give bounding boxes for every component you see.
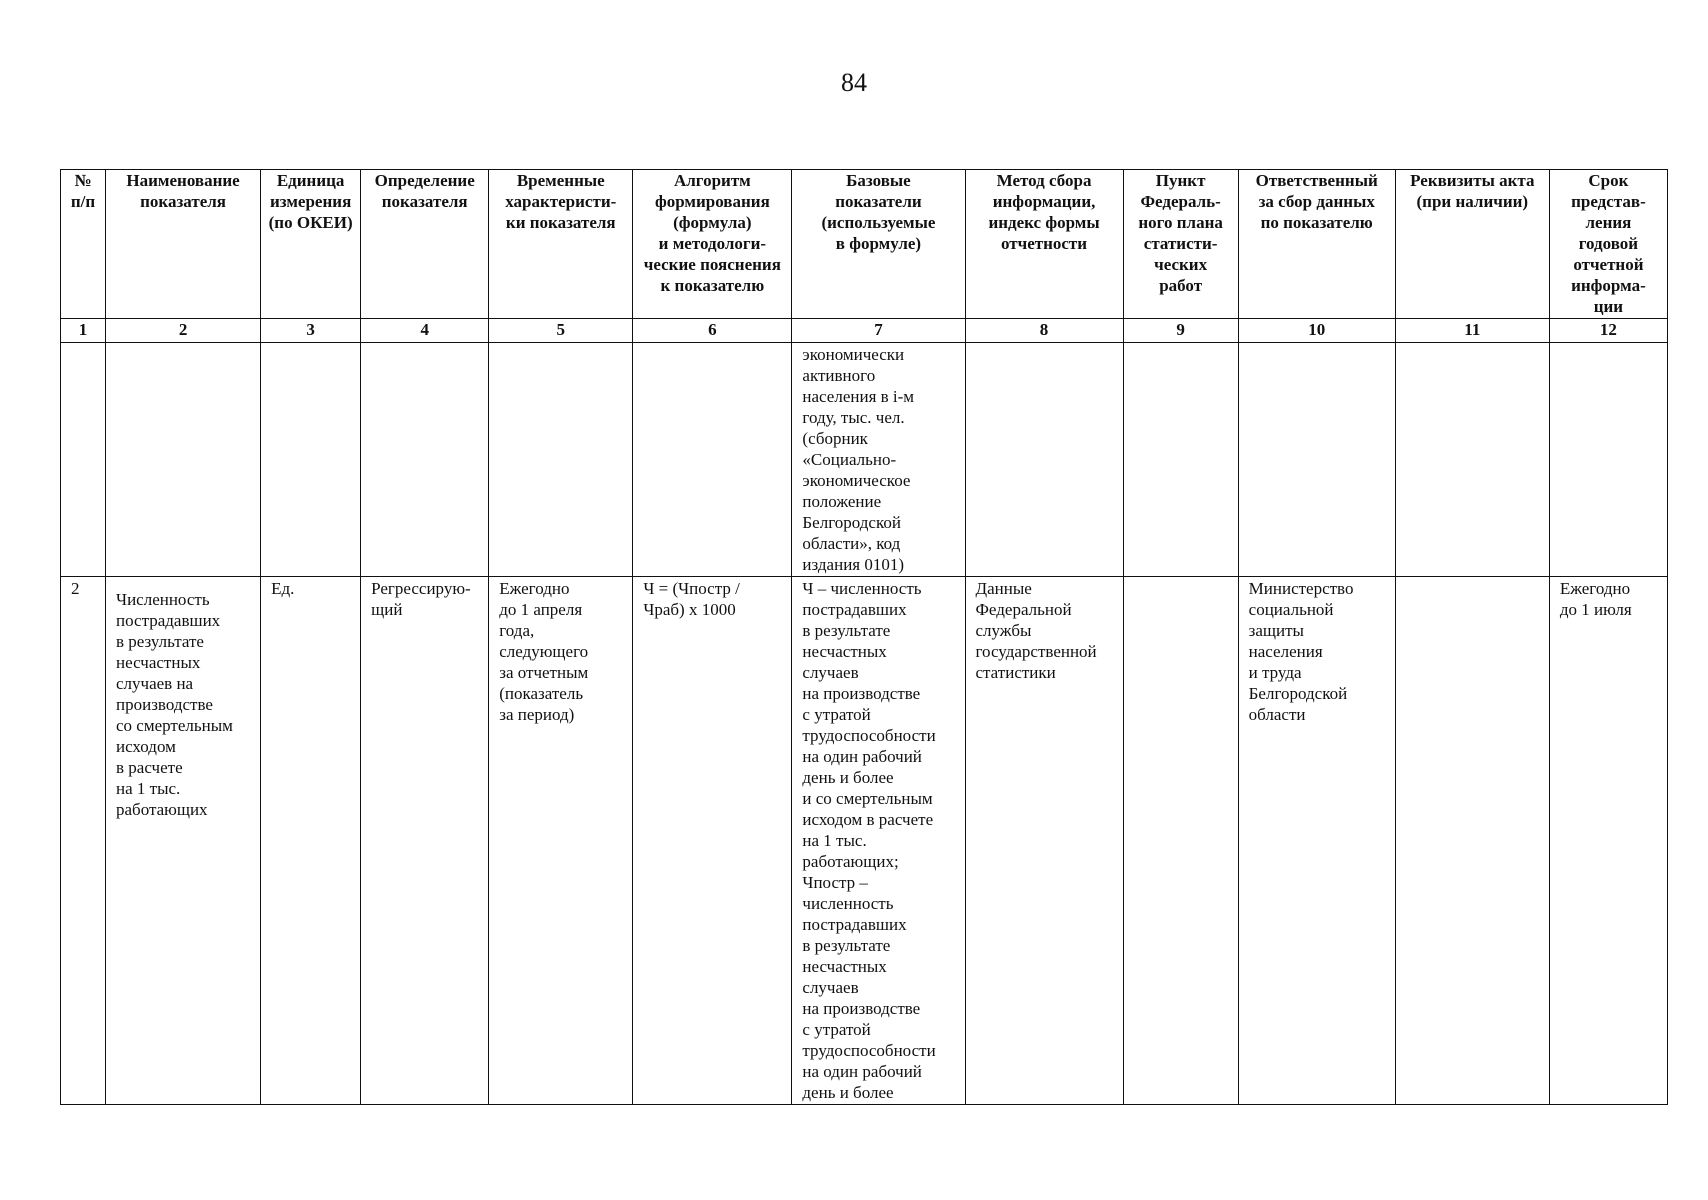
table-cell: [489, 343, 633, 577]
page-number: 84: [841, 68, 867, 97]
header-cell-unit: Единица измерения (по ОКЕИ): [261, 170, 361, 319]
table-cell: 2: [61, 577, 106, 1105]
column-number: 8: [965, 319, 1123, 343]
header-row: [61, 170, 1668, 319]
table-cell: [633, 343, 792, 577]
table-row: [61, 577, 1668, 1105]
table-cell: Данные Федеральной службы государственной статистики: [965, 577, 1123, 1105]
column-number-row: [61, 319, 1668, 343]
indicators-table: [60, 169, 1668, 1105]
table-cell: экономически активного населения в i-м году, тыс. чел. (сборник «Социально- экономическое положение Белгородской области», код издания 0101): [792, 343, 965, 577]
table-cell: [61, 343, 106, 577]
table-cell: Ежегодно до 1 апреля года, следующего за отчетным (показатель за период): [489, 577, 633, 1105]
column-number: 10: [1238, 319, 1395, 343]
header-cell-deadline: Срок представ- ления годовой отчетной информа- ции: [1549, 170, 1667, 319]
column-number: 5: [489, 319, 633, 343]
table-cell: [1123, 343, 1238, 577]
table-cell: [361, 343, 489, 577]
table-cell: [1123, 577, 1238, 1105]
column-number: 11: [1395, 319, 1549, 343]
table-cell: Численность пострадавших в результате несчастных случаев на производстве со смертельным исходом в расчете на 1 тыс. работающих: [106, 577, 261, 1105]
header-cell-plan: Пункт Федераль- ного плана статисти- ческих работ: [1123, 170, 1238, 319]
column-number: 4: [361, 319, 489, 343]
table-cell: Ежегодно до 1 июля: [1549, 577, 1667, 1105]
header-cell-responsible: Ответственный за сбор данных по показателю: [1238, 170, 1395, 319]
table-cell: Регрессирую- щий: [361, 577, 489, 1105]
header-cell-name: Наименование показателя: [106, 170, 261, 319]
column-number: 1: [61, 319, 106, 343]
column-number: 3: [261, 319, 361, 343]
table-row: [61, 343, 1668, 577]
header-cell-definition: Определение показателя: [361, 170, 489, 319]
table-cell: Ед.: [261, 577, 361, 1105]
table-cell: Ч – численность пострадавших в результате несчастных случаев на производстве с утратой трудоспособности на один рабочий день и более и со смертельным исходом в расчете на 1 тыс. работающих; Чпостр – численность пострадавших в результате несчастных случаев на производстве с утратой трудоспособности на один рабочий день и более: [792, 577, 965, 1105]
header-cell-number: № п/п: [61, 170, 106, 319]
column-number: 7: [792, 319, 965, 343]
header-cell-act: Реквизиты акта (при наличии): [1395, 170, 1549, 319]
table-cell: [106, 343, 261, 577]
table-cell: [1549, 343, 1667, 577]
header-cell-time: Временные характеристи- ки показателя: [489, 170, 633, 319]
table-cell: [261, 343, 361, 577]
column-number: 12: [1549, 319, 1667, 343]
header-cell-method: Метод сбора информации, индекс формы отчетности: [965, 170, 1123, 319]
header-cell-algorithm: Алгоритм формирования (формула) и методологи- ческие пояснения к показателю: [633, 170, 792, 319]
column-number: 6: [633, 319, 792, 343]
table-cell: [965, 343, 1123, 577]
column-number: 2: [106, 319, 261, 343]
table-cell: Ч = (Чпостр / Чраб) х 1000: [633, 577, 792, 1105]
table-cell: Министерство социальной защиты населения и труда Белгородской области: [1238, 577, 1395, 1105]
table-cell: [1395, 577, 1549, 1105]
table-cell: [1395, 343, 1549, 577]
column-number: 9: [1123, 319, 1238, 343]
header-cell-base: Базовые показатели (используемые в формуле): [792, 170, 965, 319]
table-cell: [1238, 343, 1395, 577]
